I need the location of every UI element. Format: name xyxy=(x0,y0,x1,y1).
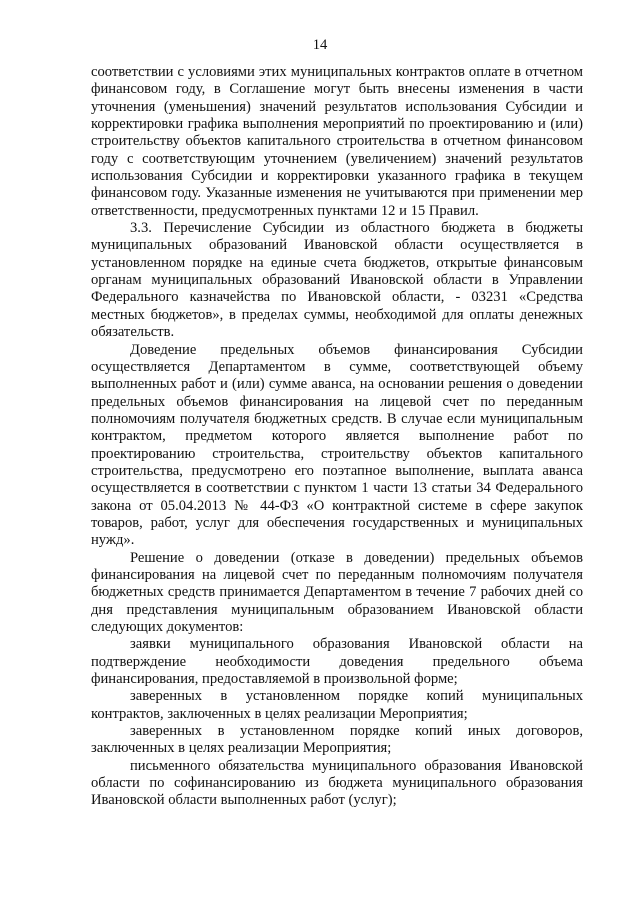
paragraph-decision: Решение о доведении (отказе в доведении) предельных объемов финансирования на лицевой счет по переданным полномочиям получателя бюджетных средств принимается Департаментом в течение 7 рабочих дней со дня представления муниципальным образованием Ивановской области следующих документов: xyxy=(91,549,583,635)
list-item-application: заявки муниципального образования Ивановской области на подтверждение необходимости доведения предельного объема финансирования, предоставляемой в произвольной форме; xyxy=(91,636,583,688)
paragraph-continuation: соответствии с условиями этих муниципальных контрактов оплате в отчетном финансовом году, в Соглашение могут быть внесены изменения в части уточнения (уменьшения) значений результатов использования Субсидии и корректировки графика выполнения мероприятий по проектированию и (или) строительству объектов капитального строительства в отчетном финансовом году с соответствующим уточнением (увеличением) значений результатов использования Субсидии и корректировки указанного графика в текущем финансовом году. Указанные изменения не учитываются при применении мер ответственности, предусмотренных пунктами 12 и 15 Правил. xyxy=(91,64,583,219)
list-item-municipal-contracts: заверенных в установленном порядке копий муниципальных контрактов, заключенных в целях реализации Мероприятия; xyxy=(91,688,583,722)
paragraph-limits: Доведение предельных объемов финансирования Субсидии осуществляется Департаментом в сумме, соответствующей объему выполненных работ и (или) сумме аванса, на основании решения о доведении предельных объемов финансирования на лицевой счет по переданным полномочиям получателя бюджетных средств. В случае если муниципальным контрактом, предметом которого является выполнение работ по проектированию строительства, строительству объектов капитального строительства, предусмотрено его поэтапное выполнение, выплата аванса осуществляется в соответствии с пунктом 1 части 13 статьи 34 Федерального закона от 05.04.2013 № 44-ФЗ «О контрактной системе в сфере закупок товаров, работ, услуг для обеспечения государственных и муниципальных нужд». xyxy=(91,341,583,549)
page-number: 14 xyxy=(312,37,328,53)
paragraph-3-3: 3.3. Перечисление Субсидии из областного бюджета в бюджеты муниципальных образований Ивановской области осуществляется в установленном порядке на единые счета бюджетов, открытые финансовым органам муниципальных образований Ивановской области в Управлении Федерального казначейства по Ивановской области, - 03231 «Средства местных бюджетов», в пределах суммы, необходимой для оплаты денежных обязательств. xyxy=(91,220,583,341)
list-item-other-contracts: заверенных в установленном порядке копий иных договоров, заключенных в целях реализации Мероприятия; xyxy=(91,723,583,757)
document-body xyxy=(91,64,583,810)
list-item-cofinancing-obligation: письменного обязательства муниципального образования Ивановской области по софинансированию из бюджета муниципального образования Ивановской области выполненных работ (услуг); xyxy=(91,757,583,809)
